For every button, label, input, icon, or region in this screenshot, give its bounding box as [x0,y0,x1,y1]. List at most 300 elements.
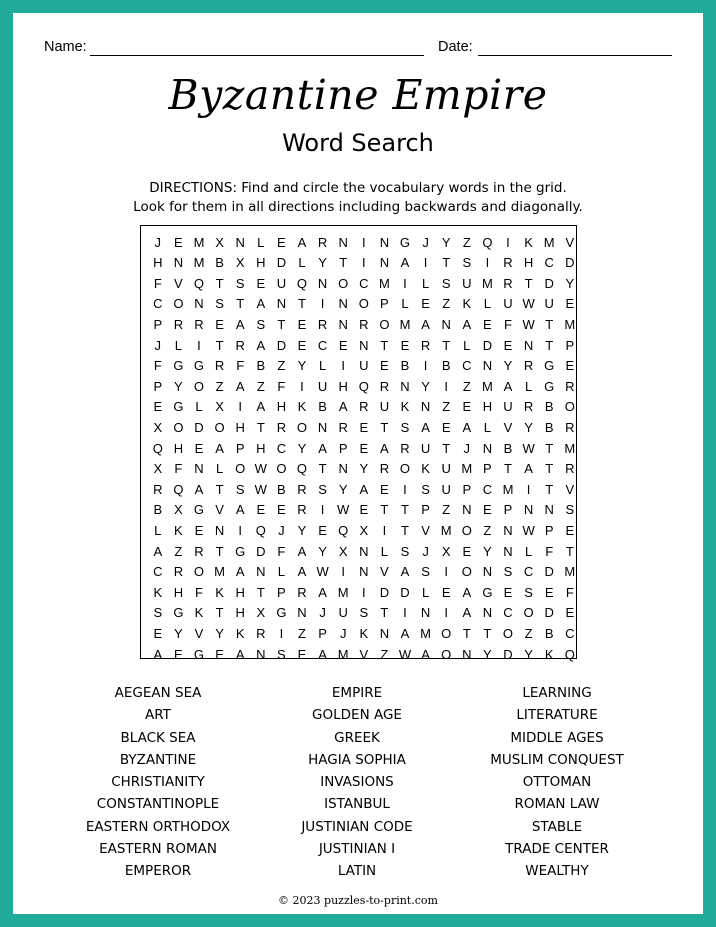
grid-letter[interactable]: Y [338,481,348,497]
grid-letter[interactable]: M [214,564,226,580]
grid-letter[interactable]: L [524,543,533,559]
grid-letter[interactable]: T [545,461,554,477]
grid-letter[interactable]: I [423,255,428,271]
grid-letter[interactable]: A [194,481,204,497]
grid-letter[interactable]: U [462,275,472,291]
grid-letter[interactable]: K [359,625,369,641]
grid-letter[interactable]: W [522,440,535,456]
grid-letter[interactable]: T [339,255,348,271]
grid-letter[interactable]: A [235,646,245,662]
grid-letter[interactable]: F [504,316,512,332]
grid-letter[interactable]: M [481,378,493,394]
grid-letter[interactable]: L [421,584,430,600]
grid-letter[interactable]: J [154,337,162,353]
grid-letter[interactable]: P [544,522,554,538]
grid-letter[interactable]: T [380,502,389,518]
grid-letter[interactable]: Y [503,358,513,374]
grid-letter[interactable]: S [153,605,163,621]
grid-letter[interactable]: K [400,399,410,415]
grid-letter[interactable]: Y [441,234,451,250]
grid-letter[interactable]: I [197,337,201,353]
grid-letter[interactable]: E [462,399,472,415]
grid-letter[interactable]: N [338,296,348,312]
grid-letter[interactable]: U [441,461,451,477]
grid-letter[interactable]: Q [296,275,308,291]
grid-letter[interactable]: P [565,337,575,353]
grid-letter[interactable]: I [238,399,242,415]
grid-letter[interactable]: Y [174,378,183,394]
grid-letter[interactable]: Y [421,378,430,394]
grid-letter[interactable]: E [359,502,369,518]
grid-letter[interactable]: U [503,399,513,415]
grid-letter[interactable]: E [194,440,204,456]
grid-letter[interactable]: R [194,543,204,559]
grid-letter[interactable]: O [173,419,184,435]
grid-letter[interactable]: V [421,522,430,538]
grid-letter[interactable]: F [153,358,162,374]
grid-letter[interactable]: C [317,337,328,353]
grid-letter[interactable]: E [441,584,451,600]
grid-letter[interactable]: N [420,399,431,415]
grid-letter[interactable]: R [317,316,328,332]
grid-letter[interactable]: R [276,419,287,435]
grid-letter[interactable]: S [277,646,286,662]
grid-letter[interactable]: A [524,461,533,477]
grid-letter[interactable]: D [400,584,410,600]
grid-letter[interactable]: N [297,605,307,621]
grid-letter[interactable]: N [400,378,410,394]
grid-letter[interactable]: Q [173,481,184,497]
grid-letter[interactable]: H [482,399,493,415]
grid-letter[interactable]: Z [298,625,306,641]
grid-letter[interactable]: O [235,461,246,477]
grid-letter[interactable]: R [297,481,307,497]
grid-letter[interactable]: K [544,646,554,662]
grid-letter[interactable]: N [379,255,390,271]
grid-letter[interactable]: G [193,646,205,662]
grid-letter[interactable]: Y [524,646,533,662]
grid-letter[interactable]: A [400,564,410,580]
grid-letter[interactable]: E [503,337,513,353]
grid-letter[interactable]: T [256,584,265,600]
grid-letter[interactable]: T [442,255,451,271]
grid-letter[interactable]: D [482,337,493,353]
grid-letter[interactable]: A [235,502,245,518]
grid-letter[interactable]: E [297,646,307,662]
grid-letter[interactable]: O [276,461,287,477]
grid-letter[interactable]: E [215,646,224,662]
grid-letter[interactable]: A [153,646,163,662]
grid-letter[interactable]: P [277,584,286,600]
grid-letter[interactable]: X [153,461,163,477]
grid-letter[interactable]: K [194,605,204,621]
grid-letter[interactable]: N [482,605,493,621]
grid-letter[interactable]: B [153,502,163,518]
grid-letter[interactable]: A [503,378,513,394]
grid-letter[interactable]: U [441,481,451,497]
grid-letter[interactable]: A [215,440,224,456]
grid-letter[interactable]: Y [524,419,533,435]
grid-letter[interactable]: A [256,399,266,415]
grid-letter[interactable]: O [523,605,534,621]
grid-letter[interactable]: W [522,316,535,332]
grid-letter[interactable]: N [317,275,328,291]
grid-letter[interactable]: R [420,337,431,353]
grid-letter[interactable]: I [341,358,345,374]
grid-letter[interactable]: T [236,296,245,312]
grid-letter[interactable]: E [441,419,451,435]
grid-letter[interactable]: N [544,502,554,518]
grid-letter[interactable]: H [256,255,266,271]
grid-letter[interactable]: Y [297,358,307,374]
grid-letter[interactable]: Z [442,296,451,312]
grid-letter[interactable]: T [380,337,389,353]
grid-letter[interactable]: B [441,358,451,374]
grid-letter[interactable]: F [153,275,162,291]
grid-letter[interactable]: O [358,296,369,312]
grid-letter[interactable]: E [565,522,575,538]
grid-letter[interactable]: X [235,255,245,271]
grid-letter[interactable]: A [338,399,348,415]
grid-letter[interactable]: G [544,358,555,374]
grid-letter[interactable]: I [444,378,448,394]
grid-letter[interactable]: S [441,275,451,291]
grid-letter[interactable]: S [235,481,245,497]
grid-letter[interactable]: T [462,625,471,641]
grid-letter[interactable]: C [153,296,163,312]
grid-letter[interactable]: M [337,584,349,600]
name-line[interactable] [90,55,424,56]
grid-letter[interactable]: R [173,316,184,332]
grid-letter[interactable]: J [463,440,471,456]
grid-letter[interactable]: R [359,316,369,332]
grid-letter[interactable]: N [441,316,451,332]
grid-letter[interactable]: I [238,522,242,538]
grid-letter[interactable]: E [462,543,472,559]
grid-letter[interactable]: E [174,234,183,250]
grid-letter[interactable]: D [379,584,390,600]
grid-letter[interactable]: E [359,419,369,435]
grid-letter[interactable]: I [506,234,510,250]
grid-letter[interactable]: P [503,502,513,518]
grid-letter[interactable]: N [256,646,266,662]
grid-letter[interactable]: U [379,399,390,415]
grid-letter[interactable]: N [482,358,493,374]
grid-letter[interactable]: U [420,440,431,456]
grid-letter[interactable]: M [543,234,555,250]
grid-letter[interactable]: S [215,296,224,312]
grid-letter[interactable]: E [565,605,575,621]
grid-letter[interactable]: L [318,358,327,374]
grid-letter[interactable]: R [379,378,390,394]
grid-letter[interactable]: G [235,543,246,559]
grid-letter[interactable]: A [359,481,369,497]
grid-letter[interactable]: L [483,419,491,435]
grid-letter[interactable]: U [359,358,369,374]
grid-letter[interactable]: V [565,481,575,497]
grid-letter[interactable]: N [194,296,204,312]
grid-letter[interactable]: H [523,255,534,271]
grid-letter[interactable]: C [153,564,163,580]
grid-letter[interactable]: E [318,522,327,538]
grid-letter[interactable]: A [462,584,472,600]
grid-letter[interactable]: G [173,605,184,621]
grid-letter[interactable]: V [215,502,224,518]
grid-letter[interactable]: M [461,461,473,477]
grid-letter[interactable]: T [442,337,451,353]
grid-letter[interactable]: E [153,625,163,641]
grid-letter[interactable]: R [503,255,513,271]
grid-letter[interactable]: I [444,564,448,580]
grid-letter[interactable]: N [503,522,513,538]
grid-letter[interactable]: H [235,584,245,600]
grid-letter[interactable]: E [359,440,369,456]
grid-letter[interactable]: O [193,564,205,580]
grid-letter[interactable]: O [461,522,472,538]
grid-letter[interactable]: P [380,296,389,312]
grid-letter[interactable]: R [235,337,245,353]
grid-letter[interactable]: L [401,296,409,312]
grid-letter[interactable]: N [523,337,534,353]
grid-letter[interactable]: E [174,646,183,662]
grid-letter[interactable]: E [380,481,389,497]
grid-letter[interactable]: D [503,646,513,662]
grid-letter[interactable]: M [564,316,576,332]
grid-letter[interactable]: K [524,234,533,250]
grid-letter[interactable]: O [193,378,205,394]
grid-letter[interactable]: L [483,296,491,312]
grid-letter[interactable]: A [421,419,430,435]
grid-letter[interactable]: A [400,625,410,641]
grid-letter[interactable]: T [215,543,224,559]
grid-letter[interactable]: K [215,584,224,600]
grid-letter[interactable]: O [214,419,225,435]
grid-letter[interactable]: L [257,234,265,250]
grid-letter[interactable]: A [318,584,327,600]
grid-letter[interactable]: N [276,296,287,312]
grid-letter[interactable]: B [277,481,286,497]
grid-letter[interactable]: V [380,564,389,580]
grid-letter[interactable]: T [318,461,327,477]
grid-letter[interactable]: S [421,481,430,497]
grid-letter[interactable]: G [399,234,411,250]
grid-letter[interactable]: G [544,378,555,394]
grid-letter[interactable]: E [297,337,307,353]
grid-letter[interactable]: O [441,646,452,662]
grid-letter[interactable]: T [524,275,533,291]
grid-letter[interactable]: R [400,440,410,456]
grid-letter[interactable]: R [317,234,328,250]
grid-letter[interactable]: B [318,399,327,415]
grid-letter[interactable]: E [400,337,410,353]
grid-letter[interactable]: N [173,255,184,271]
grid-letter[interactable]: V [565,234,575,250]
grid-letter[interactable]: V [359,646,369,662]
grid-letter[interactable]: Q [193,275,205,291]
grid-letter[interactable]: M [440,522,452,538]
grid-letter[interactable]: J [319,605,326,621]
grid-letter[interactable]: I [300,378,304,394]
grid-letter[interactable]: E [565,296,575,312]
grid-letter[interactable]: T [277,316,286,332]
grid-letter[interactable]: H [153,255,163,271]
grid-letter[interactable]: P [421,502,430,518]
grid-letter[interactable]: O [338,275,349,291]
grid-letter[interactable]: Y [565,275,575,291]
grid-letter[interactable]: A [380,440,389,456]
grid-letter[interactable]: M [481,275,493,291]
grid-letter[interactable]: I [444,605,448,621]
grid-letter[interactable]: I [403,605,407,621]
grid-letter[interactable]: I [341,564,345,580]
grid-letter[interactable]: N [359,337,369,353]
grid-letter[interactable]: J [278,522,285,538]
grid-letter[interactable]: N [462,646,472,662]
grid-letter[interactable]: I [320,502,325,518]
grid-letter[interactable]: R [297,502,307,518]
grid-letter[interactable]: P [483,461,492,477]
grid-letter[interactable]: E [215,316,224,332]
grid-letter[interactable]: T [380,419,389,435]
grid-letter[interactable]: T [401,502,409,518]
grid-letter[interactable]: Y [359,461,369,477]
grid-letter[interactable]: N [523,502,534,518]
grid-letter[interactable]: E [421,296,430,312]
grid-letter[interactable]: R [256,625,266,641]
grid-letter[interactable]: N [420,605,431,621]
grid-letter[interactable]: A [235,316,245,332]
grid-letter[interactable]: X [153,419,163,435]
grid-letter[interactable]: R [379,461,390,477]
grid-letter[interactable]: I [361,234,366,250]
grid-letter[interactable]: W [254,481,267,497]
grid-letter[interactable]: E [256,275,266,291]
grid-letter[interactable]: L [298,255,306,271]
grid-letter[interactable]: L [524,378,533,394]
grid-letter[interactable]: C [565,625,575,641]
grid-letter[interactable]: X [215,399,224,415]
grid-letter[interactable]: U [338,605,348,621]
grid-letter[interactable]: A [462,605,472,621]
grid-letter[interactable]: B [256,358,266,374]
grid-letter[interactable]: T [545,316,554,332]
grid-letter[interactable]: S [235,275,245,291]
grid-letter[interactable]: T [545,481,554,497]
grid-letter[interactable]: N [503,543,513,559]
grid-letter[interactable]: Z [442,502,451,518]
grid-letter[interactable]: Y [215,625,224,641]
grid-letter[interactable]: L [421,275,430,291]
grid-letter[interactable]: D [276,255,287,271]
grid-letter[interactable]: O [564,399,575,415]
grid-letter[interactable]: I [361,584,366,600]
grid-letter[interactable]: N [462,502,472,518]
grid-letter[interactable]: G [193,502,205,518]
grid-letter[interactable]: N [482,564,493,580]
grid-letter[interactable]: D [544,275,554,291]
grid-letter[interactable]: I [403,275,407,291]
grid-letter[interactable]: Y [318,543,327,559]
grid-letter[interactable]: Z [462,234,471,250]
grid-letter[interactable]: L [215,461,224,477]
grid-letter[interactable]: A [421,646,430,662]
grid-letter[interactable]: E [256,502,266,518]
grid-letter[interactable]: R [565,378,575,394]
grid-letter[interactable]: S [318,481,327,497]
grid-letter[interactable]: J [422,234,429,250]
grid-letter[interactable]: J [154,234,162,250]
grid-letter[interactable]: F [195,584,203,600]
grid-letter[interactable]: Y [483,646,492,662]
grid-letter[interactable]: A [421,316,430,332]
grid-letter[interactable]: O [502,625,514,641]
grid-letter[interactable]: I [320,296,325,312]
grid-letter[interactable]: E [544,584,554,600]
grid-letter[interactable]: D [256,543,266,559]
grid-letter[interactable]: Q [482,234,493,250]
grid-letter[interactable]: A [318,440,327,456]
grid-letter[interactable]: Y [297,522,307,538]
grid-letter[interactable]: L [277,564,285,580]
grid-letter[interactable]: F [565,584,574,600]
grid-letter[interactable]: C [544,255,554,271]
grid-letter[interactable]: A [297,564,307,580]
grid-letter[interactable]: D [544,564,554,580]
grid-letter[interactable]: Q [564,646,575,662]
grid-letter[interactable]: P [338,440,348,456]
grid-letter[interactable]: B [544,625,554,641]
grid-letter[interactable]: E [483,316,492,332]
grid-letter[interactable]: T [215,275,224,291]
grid-letter[interactable]: L [195,399,203,415]
grid-letter[interactable]: M [564,440,576,456]
grid-letter[interactable]: T [215,337,224,353]
grid-letter[interactable]: H [173,584,184,600]
grid-letter[interactable]: R [523,358,534,374]
grid-letter[interactable]: X [174,502,183,518]
grid-letter[interactable]: C [503,605,513,621]
grid-letter[interactable]: M [193,234,205,250]
grid-letter[interactable]: T [483,625,492,641]
grid-letter[interactable]: I [279,625,284,641]
grid-letter[interactable]: K [297,399,307,415]
grid-letter[interactable]: O [173,296,184,312]
grid-letter[interactable]: I [403,481,407,497]
grid-letter[interactable]: R [338,419,348,435]
grid-letter[interactable]: P [153,378,163,394]
grid-letter[interactable]: C [359,275,369,291]
grid-letter[interactable]: N [317,419,328,435]
grid-letter[interactable]: K [421,461,430,477]
grid-letter[interactable]: H [338,378,348,394]
grid-letter[interactable]: H [235,605,245,621]
grid-letter[interactable]: E [483,502,492,518]
grid-letter[interactable]: T [215,605,224,621]
grid-letter[interactable]: L [463,337,471,353]
grid-letter[interactable]: S [503,564,513,580]
grid-letter[interactable]: Q [358,378,369,394]
grid-letter[interactable]: B [544,399,554,415]
grid-letter[interactable]: K [235,625,245,641]
grid-letter[interactable]: O [296,419,308,435]
grid-letter[interactable]: F [277,543,286,559]
grid-letter[interactable]: W [398,646,412,662]
grid-letter[interactable]: N [235,234,245,250]
grid-letter[interactable]: I [361,255,366,271]
grid-letter[interactable]: I [382,522,387,538]
grid-letter[interactable]: U [544,296,554,312]
grid-letter[interactable]: E [297,316,307,332]
